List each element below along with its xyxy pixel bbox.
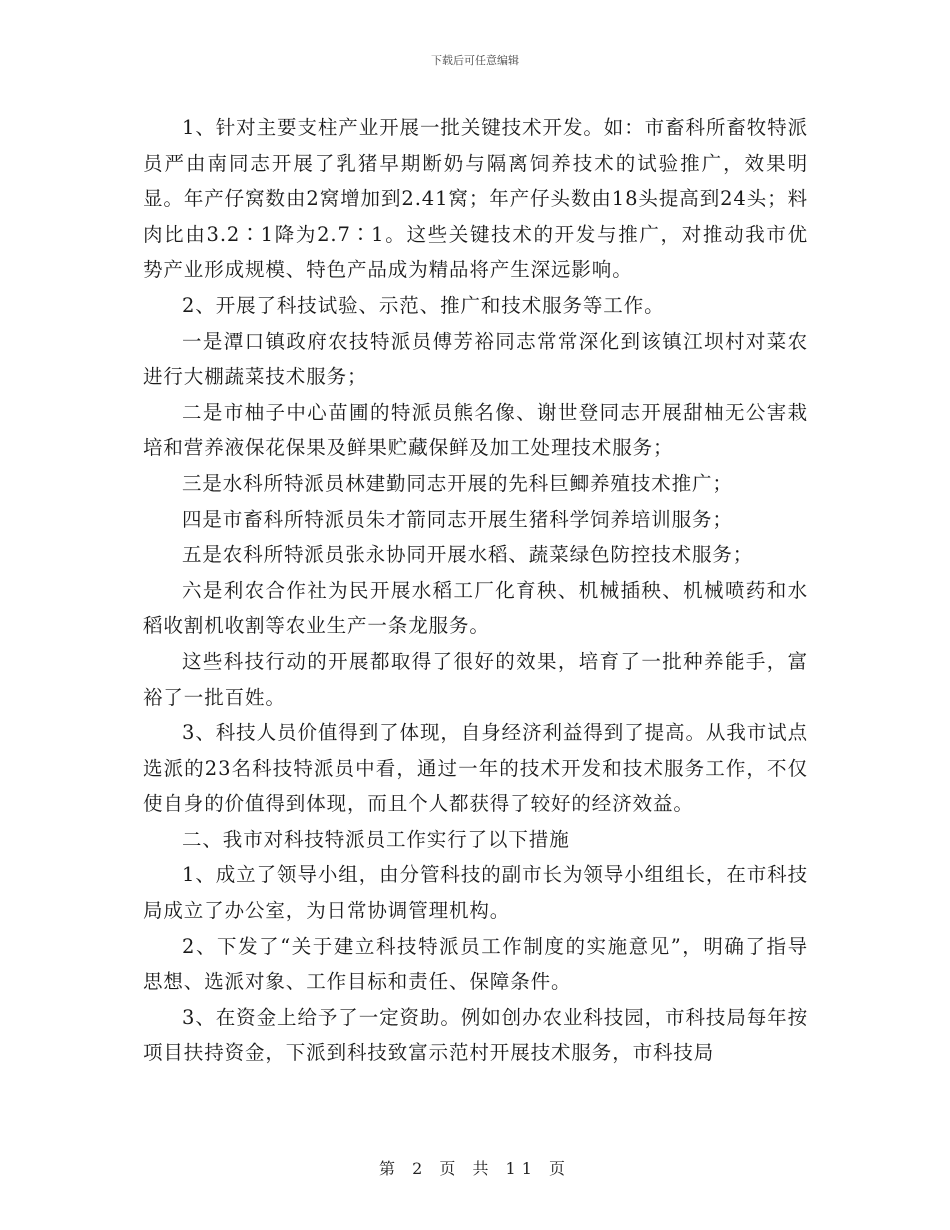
- paragraph: 2、下发了“关于建立科技特派员工作制度的实施意见”，明确了指导思想、选派对象、工作目标和责任、保障条件。: [143, 934, 808, 994]
- paragraph: 一是潭口镇政府农技特派员傅芳裕同志常常深化到该镇江坝村对菜农进行大棚蔬菜技术服务；: [143, 329, 808, 389]
- paragraph: 1、针对主要支柱产业开展一批关键技术开发。如：市畜科所畜牧特派员严由南同志开展了乳猪早期断奶与隔离饲养技术的试验推广，效果明显。年产仔窝数由2窝增加到2.41窝；年产仔头数由18头提高到24头；料肉比由3.2∶1降为2.7∶1。这些关键技术的开发与推广，对推动我市优势产业形成规模、特色产品成为精品将产生深远影响。: [143, 116, 808, 282]
- paragraph: 1、成立了领导小组，由分管科技的副市长为领导小组组长，在市科技局成立了办公室，为日常协调管理机构。: [143, 863, 808, 923]
- paragraph: 五是农科所特派员张永协同开展水稻、蔬菜绿色防控技术服务；: [182, 543, 754, 567]
- paragraph: 3、科技人员价值得到了体现，自身经济利益得到了提高。从我市试点选派的23名科技特派员中看，通过一年的技术开发和技术服务工作，不仅使自身的价值得到体现，而且个人都获得了较好的经济效益。: [143, 721, 808, 816]
- paragraph: 二是市柚子中心苗圃的特派员熊名像、谢世登同志开展甜柚无公害栽培和营养液保花保果及鲜果贮藏保鲜及加工处理技术服务；: [143, 400, 808, 460]
- page-number-footer: 第 2 页 共 11 页: [379, 1159, 571, 1178]
- page-header: 下载后可任意编辑: [431, 54, 519, 67]
- paragraph: 3、在资金上给予了一定资助。例如创办农业科技园，市科技局每年按项目扶持资金，下派到科技致富示范村开展技术服务，市科技局: [143, 1005, 808, 1065]
- paragraph: 四是市畜科所特派员朱才箭同志开展生猪科学饲养培训服务；: [182, 507, 733, 531]
- document-body: [143, 110, 808, 1071]
- paragraph: 2、开展了科技试验、示范、推广和技术服务等工作。: [182, 293, 665, 317]
- section-heading: 二、我市对科技特派员工作实行了以下措施: [182, 827, 570, 851]
- paragraph: 这些科技行动的开展都取得了很好的效果，培育了一批种养能手，富裕了一批百姓。: [143, 649, 808, 709]
- paragraph: 六是利农合作社为民开展水稻工厂化育秧、机械插秧、机械喷药和水稻收割机收割等农业生产一条龙服务。: [143, 578, 808, 638]
- paragraph: 三是水科所特派员林建勤同志开展的先科巨鲫养殖技术推广；: [182, 471, 733, 495]
